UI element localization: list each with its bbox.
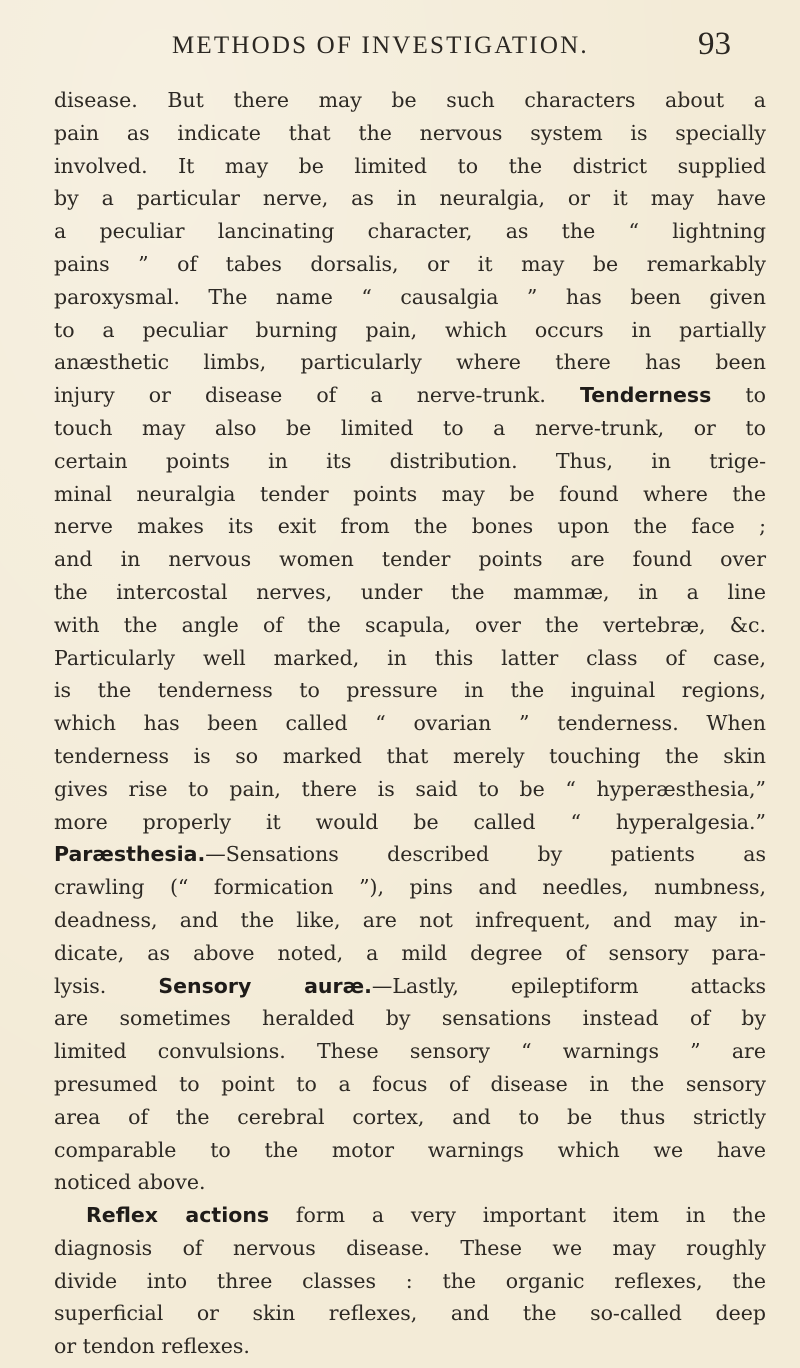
section-heading: Tenderness xyxy=(579,383,712,408)
text-line: or tendon reflexes. xyxy=(54,1334,250,1359)
text-line xyxy=(54,379,766,412)
text-line: and in nervous women tender points are found over xyxy=(54,547,766,572)
text-line: gives rise to pain, there is said to be “ hyperæsthesia,” xyxy=(54,776,766,801)
line-text: —Sensations described by patients as xyxy=(205,842,766,867)
text-line xyxy=(54,838,766,871)
text-line xyxy=(54,970,766,1003)
text-line: certain points in its distribution. Thus, in trige- xyxy=(54,448,766,473)
text-line: paroxysmal. The name “ causalgia ” has been given xyxy=(54,284,766,309)
text-line xyxy=(54,1199,766,1232)
text-line: touch may also be limited to a nerve-trunk, or to xyxy=(54,415,766,440)
text-line: the intercostal nerves, under the mammæ, in a line xyxy=(54,579,766,604)
text-line: which has been called “ ovarian ” tenderness. When xyxy=(54,711,766,736)
text-line: with the angle of the scapula, over the vertebræ, &c. xyxy=(54,612,766,637)
text-line: deadness, and the like, are not infrequent, and may in- xyxy=(54,907,766,932)
text-line: more properly it would be called “ hyperalgesia.” xyxy=(54,809,766,834)
text-line: pain as indicate that the nervous system is specially xyxy=(54,120,766,145)
text-line: presumed to point to a focus of disease in the sensory xyxy=(54,1071,766,1096)
text-line: is the tenderness to pressure in the inguinal regions, xyxy=(54,678,766,703)
section-heading: Sensory auræ. xyxy=(158,973,372,998)
text-line: divide into three classes : the organic reflexes, the xyxy=(54,1268,766,1293)
running-head-title: METHODS OF INVESTIGATION. xyxy=(172,32,589,59)
line-text: to xyxy=(711,383,766,408)
text-line: superficial or skin reflexes, and the so-called deep xyxy=(54,1301,766,1326)
text-line: crawling (“ formication ”), pins and needles, numbness, xyxy=(54,875,766,900)
page-number: 93 xyxy=(698,26,731,62)
text-line: comparable to the motor warnings which we have xyxy=(54,1137,766,1162)
text-line: noticed above. xyxy=(54,1170,206,1195)
body-text xyxy=(54,84,766,1363)
text-line: to a peculiar burning pain, which occurs in partially xyxy=(54,317,766,342)
text-line: involved. It may be limited to the district supplied xyxy=(54,153,766,178)
text-line: are sometimes heralded by sensations instead of by xyxy=(54,1006,766,1031)
line-text: lysis. xyxy=(54,973,159,998)
text-line: disease. But there may be such characters about a xyxy=(54,88,766,112)
text-line: pains ” of tabes dorsalis, or it may be remarkably xyxy=(54,251,766,276)
text-line: Particularly well marked, in this latter class of case, xyxy=(54,645,766,670)
text-line: tenderness is so marked that merely touching the skin xyxy=(54,743,766,768)
line-text: injury or disease of a nerve-trunk. xyxy=(54,383,580,408)
text-line: by a particular nerve, as in neuralgia, or it may have xyxy=(54,186,766,211)
text-line: area of the cerebral cortex, and to be thus strictly xyxy=(54,1104,766,1129)
text-line: nerve makes its exit from the bones upon the face ; xyxy=(54,514,766,539)
text-line: minal neuralgia tender points may be found where the xyxy=(54,481,766,506)
running-head xyxy=(0,26,800,66)
text-line: limited convulsions. These sensory “ warnings ” are xyxy=(54,1039,766,1064)
line-text: form a very important item in the xyxy=(269,1203,766,1228)
section-heading: Paræsthesia. xyxy=(54,842,206,867)
text-line: diagnosis of nervous disease. These we may roughly xyxy=(54,1235,766,1260)
section-heading: Reflex actions xyxy=(86,1203,270,1228)
line-text: —Lastly, epileptiform attacks xyxy=(371,973,766,998)
text-line: anæsthetic limbs, particularly where there has been xyxy=(54,350,766,375)
text-line: dicate, as above noted, a mild degree of sensory para- xyxy=(54,940,766,965)
text-line: a peculiar lancinating character, as the “ lightning xyxy=(54,219,766,244)
